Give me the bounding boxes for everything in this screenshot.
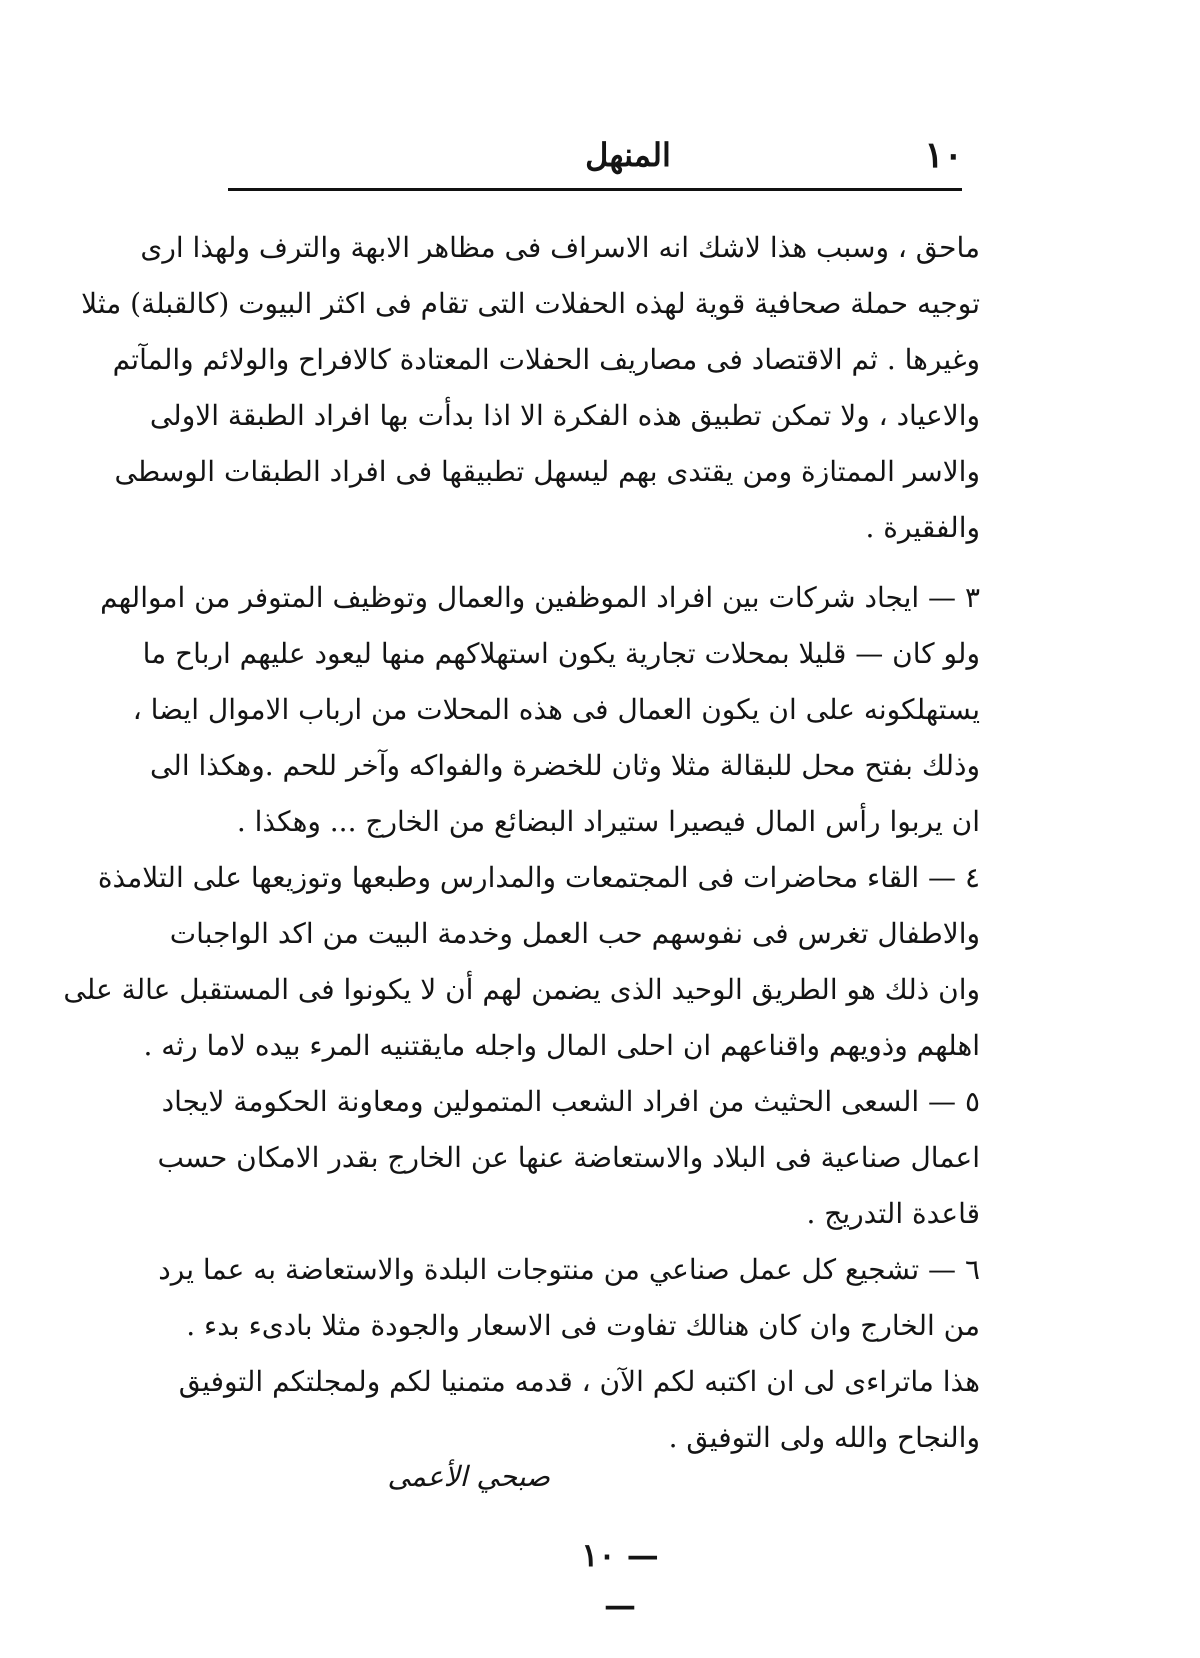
text-line: قاعدة التدريج . bbox=[806, 1197, 980, 1230]
paragraph-item-6 bbox=[158, 1242, 980, 1354]
text-line: وان ذلك هو الطريق الوحيد الذى يضمن لهم أن لا يكونوا فى المستقبل عالة على bbox=[63, 973, 980, 1006]
text-line: ٥ — السعى الحثيث من افراد الشعب المتمولين ومعاونة الحكومة لايجاد bbox=[161, 1085, 980, 1118]
header-divider bbox=[228, 188, 962, 191]
text-line: وذلك بفتح محل للبقالة مثلا وثان للخضرة والفواكه وآخر للحم .وهكذا الى bbox=[149, 749, 980, 782]
text-line: من الخارج وان كان هنالك تفاوت فى الاسعار والجودة مثلا بادىء بدء . bbox=[186, 1309, 980, 1342]
article-body bbox=[63, 220, 980, 1466]
text-line: ٤ — القاء محاضرات فى المجتمعات والمدارس وطبعها وتوزيعها على التلامذة bbox=[97, 861, 980, 894]
text-line: والاعياد ، ولا تمكن تطبيق هذه الفكرة الا اذا بدأت بها افراد الطبقة الاولى bbox=[149, 399, 980, 432]
paragraph-item-5 bbox=[157, 1074, 980, 1242]
text-line: وغيرها . ثم الاقتصاد فى مصاريف الحفلات المعتادة كالافراح والولائم والمآتم bbox=[112, 343, 980, 376]
paragraph-item-3 bbox=[100, 570, 980, 850]
text-line: ماحق ، وسبب هذا لاشك انه الاسراف فى مظاهر الابهة والترف ولهذا ارى bbox=[140, 231, 980, 264]
text-line: ٦ — تشجيع كل عمل صناعي من منتوجات البلدة والاستعاضة به عما يرد bbox=[158, 1253, 980, 1286]
text-line: ولو كان — قليلا بمحلات تجارية يكون استهلاكهم منها ليعود عليهم ارباح ما bbox=[142, 637, 980, 670]
paragraph-1 bbox=[81, 220, 980, 556]
text-line: اهلهم وذويهم واقناعهم ان احلى المال واجله مايقتنيه المرء بيده لاما رثه . bbox=[143, 1029, 980, 1062]
journal-title: المنهل bbox=[585, 136, 671, 174]
header-page-number: ١٠ bbox=[924, 134, 963, 176]
text-line: توجيه حملة صحافية قوية لهذه الحفلات التى تقام فى اكثر البيوت (كالقبلة) مثلا bbox=[81, 287, 980, 320]
text-line: اعمال صناعية فى البلاد والاستعاضة عنها عن الخارج بقدر الامكان حسب bbox=[157, 1141, 980, 1174]
text-line: ٣ — ايجاد شركات بين افراد الموظفين والعمال وتوظيف المتوفر من اموالهم bbox=[100, 581, 980, 614]
author-signature: صبحي الأعمى bbox=[387, 1460, 550, 1493]
text-line: والفقيرة . bbox=[865, 511, 980, 544]
text-line: ان يربوا رأس المال فيصيرا ستيراد البضائع من الخارج ... وهكذا . bbox=[236, 805, 980, 838]
text-line: والنجاح والله ولى التوفيق . bbox=[668, 1421, 980, 1454]
page-header bbox=[228, 130, 962, 190]
text-line: هذا ماتراءى لى ان اكتبه لكم الآن ، قدمه متمنيا لكم ولمجلتكم التوفيق bbox=[178, 1365, 980, 1398]
paragraph-closing bbox=[178, 1354, 980, 1466]
paragraph-item-4 bbox=[63, 850, 980, 1074]
text-line: والاسر الممتازة ومن يقتدى بهم ليسهل تطبيقها فى افراد الطبقات الوسطى bbox=[114, 455, 980, 488]
footer-page-number: — ١٠ — bbox=[581, 1536, 659, 1624]
text-line: يستهلكونه على ان يكون العمال فى هذه المحلات من ارباب الاموال ايضا ، bbox=[132, 693, 980, 726]
text-line: والاطفال تغرس فى نفوسهم حب العمل وخدمة البيت من اكد الواجبات bbox=[169, 917, 980, 950]
